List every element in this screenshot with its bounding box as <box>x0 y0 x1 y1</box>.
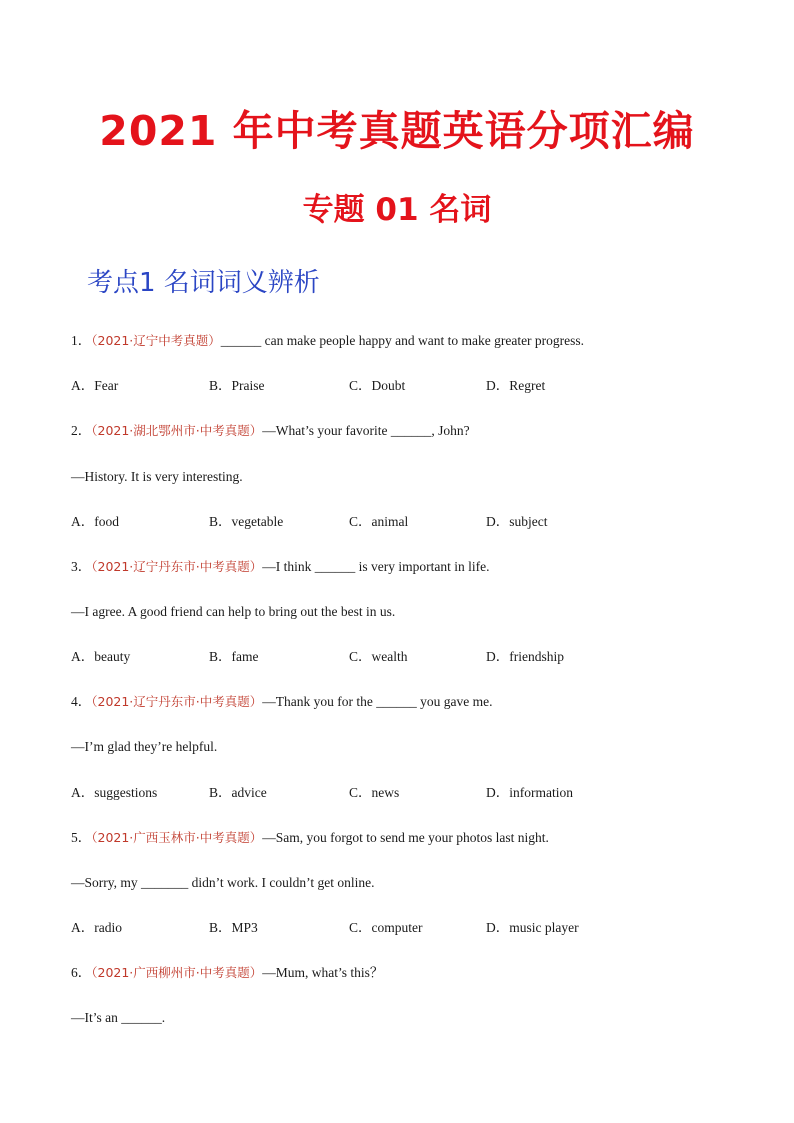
question-2-stem <box>71 423 470 439</box>
question-2-options <box>71 514 691 530</box>
question-text: —I think ______ is very important in life. <box>262 559 490 574</box>
option-b: B．MP3 <box>209 920 258 935</box>
topic-subtitle: 专题 01 名词 <box>302 192 492 228</box>
question-text: —What’s your favorite ______, John? <box>262 423 470 438</box>
option-d: D．subject <box>486 514 548 529</box>
question-source: （2021·广西柳州市·中考真题） <box>91 965 263 980</box>
question-5-stem <box>71 830 549 846</box>
question-text: —Thank you for the ______ you gave me. <box>262 694 493 709</box>
question-source: （2021·广西玉林市·中考真题） <box>91 830 263 845</box>
question-number: 3． <box>71 559 92 574</box>
option-c: C．wealth <box>349 649 408 664</box>
option-b: B．vegetable <box>209 514 284 529</box>
option-a: A．radio <box>71 920 122 935</box>
question-1-stem <box>71 333 584 349</box>
question-number: 2． <box>71 423 92 438</box>
question-number: 4． <box>71 694 92 709</box>
question-number: 1． <box>71 333 92 348</box>
option-d: D．music player <box>486 920 579 935</box>
page-title: 2021 年中考真题英语分项汇编 <box>99 107 695 155</box>
question-source: （2021·辽宁丹东市·中考真题） <box>91 694 263 709</box>
question-2-reply: —History. It is very interesting. <box>71 469 243 484</box>
section-heading: 考点1 名词词义辨析 <box>87 268 320 298</box>
question-5-reply: —Sorry, my _______ didn’t work. I couldn’t get online. <box>71 875 375 890</box>
option-a: A．food <box>71 514 119 529</box>
option-d: D．Regret <box>486 378 546 393</box>
question-number: 6． <box>71 965 92 980</box>
question-text: —Sam, you forgot to send me your photos last night. <box>262 830 549 845</box>
question-3-stem <box>71 559 490 575</box>
question-6-stem <box>71 965 383 981</box>
option-c: C．Doubt <box>349 378 406 393</box>
question-4-stem <box>71 694 492 710</box>
option-d: D．friendship <box>486 649 564 664</box>
question-source: （2021·湖北鄂州市·中考真题） <box>91 423 263 438</box>
option-b: B．advice <box>209 785 267 800</box>
option-a: A．suggestions <box>71 785 158 800</box>
question-3-reply: —I agree. A good friend can help to bring out the best in us. <box>71 604 396 619</box>
question-5-options <box>71 920 691 936</box>
question-text: —Mum, what’s this？ <box>262 965 384 980</box>
option-b: B．Praise <box>209 378 265 393</box>
option-a: A．Fear <box>71 378 119 393</box>
question-3-options <box>71 649 691 665</box>
question-4-options <box>71 785 691 801</box>
question-text: ______ can make people happy and want to make greater progress. <box>220 333 585 348</box>
question-1-options <box>71 378 691 394</box>
question-6-reply: —It’s an ______. <box>71 1010 166 1025</box>
option-b: B．fame <box>209 649 259 664</box>
option-c: C．news <box>349 785 400 800</box>
option-a: A．beauty <box>71 649 131 664</box>
option-d: D．information <box>486 785 573 800</box>
question-source: （2021·辽宁中考真题） <box>91 333 221 348</box>
question-4-reply: —I’m glad they’re helpful. <box>71 739 218 754</box>
option-c: C．animal <box>349 514 409 529</box>
option-c: C．computer <box>349 920 423 935</box>
question-number: 5． <box>71 830 92 845</box>
question-source: （2021·辽宁丹东市·中考真题） <box>91 559 263 574</box>
